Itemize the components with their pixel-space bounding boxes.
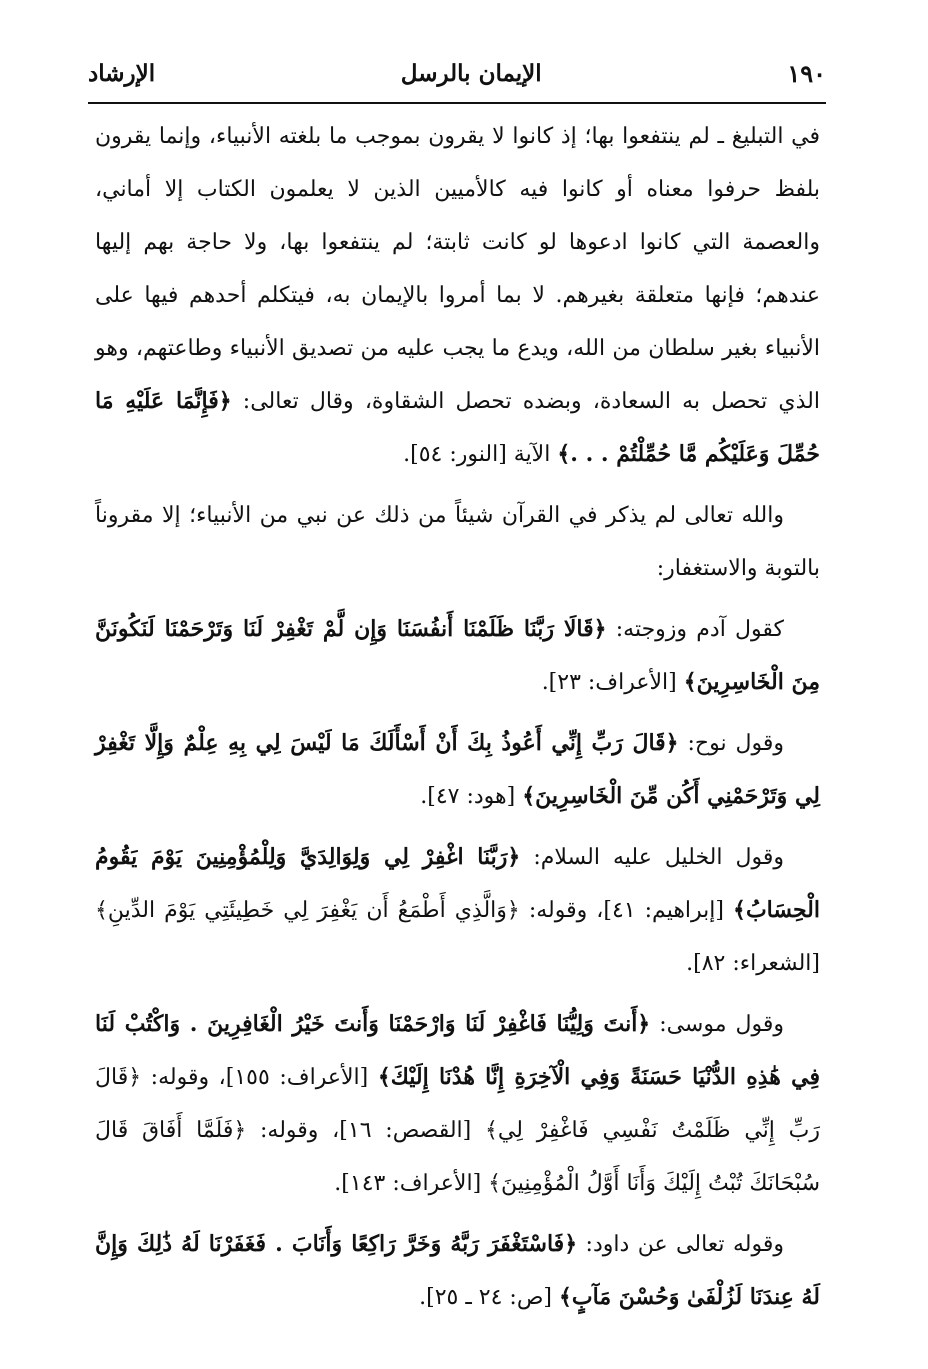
citation: [هود: ٤٧].	[420, 784, 516, 809]
citation: الآية [النور: ٥٤].	[403, 442, 551, 467]
paragraph-text: كقول آدم وزوجته:	[615, 617, 784, 642]
quran-quote: ﴿رَبَّنَا اغْفِرْ لِي وَلِوَالِدَيَّ وَلِلْمُؤْمِنِينَ يَوْمَ يَقُومُ الْحِسَابُ﴾	[95, 844, 820, 923]
quran-quote: ﴿فَإِنَّمَا عَلَيْهِ مَا حُمِّلَ وَعَلَيْكُم مَّا حُمِّلْتُمْ . . .﴾	[95, 388, 820, 467]
running-header	[88, 50, 826, 96]
paragraph	[95, 1218, 820, 1324]
quran-quote: ﴿فَاسْتَغْفَرَ رَبَّهُ وَخَرَّ رَاكِعًا وَأَنَابَ . فَغَفَرْنَا لَهُ ذَٰلِكَ وَإِنَّ لَهُ عِندَنَا لَزُلْفَىٰ وَحُسْنَ مَآبٍ﴾	[95, 1231, 820, 1310]
paragraph-text: وقول الخليل عليه السلام:	[533, 845, 784, 870]
paragraph	[95, 831, 820, 990]
quran-quote: ﴿أَنتَ وَلِيُّنَا فَاغْفِرْ لَنَا وَارْحَمْنَا وَأَنتَ خَيْرُ الْغَافِرِينَ . وَاكْتُبْ لَنَا فِي هَٰذِهِ الدُّنْيَا حَسَنَةً وَفِي الْآخِرَةِ إِنَّا هُدْنَا إِلَيْكَ﴾	[95, 1011, 820, 1090]
citation: [إبراهيم: ٤١]، وقوله: ﴿وَالَّذِي أَطْمَعُ أَن يَغْفِرَ لِي خَطِيئَتِي يَوْمَ الدِّينِ﴾ [الشعراء: ٨٢].	[95, 898, 820, 976]
header-divider	[88, 102, 826, 104]
paragraph	[95, 717, 820, 823]
paragraph	[95, 603, 820, 709]
paragraph	[95, 998, 820, 1210]
book-title: الإرشاد	[88, 59, 156, 87]
citation: [الأعراف: ١٥٥]، وقوله: ﴿قَالَ رَبِّ إِنِّي ظَلَمْتُ نَفْسِي فَاغْفِرْ لِي﴾ [القصص: ١٦]، وقوله: ﴿فَلَمَّا أَفَاقَ قَالَ سُبْحَانَكَ تُبْتُ إِلَيْكَ وَأَنَا أَوَّلُ الْمُؤْمِنِينَ﴾ [الأعراف: ١٤٣].	[95, 1065, 820, 1196]
paragraph-text: وقول موسى:	[659, 1012, 784, 1037]
paragraph-text: والله تعالى لم يذكر في القرآن شيئاً من ذلك عن نبي من الأنبياء؛ إلا مقروناً بالتوبة والاستغفار:	[95, 503, 820, 581]
quran-quote: ﴿قَالَ رَبِّ إِنِّي أَعُوذُ بِكَ أَنْ أَسْأَلَكَ مَا لَيْسَ لِي بِهِ عِلْمٌ وَإِلَّا تَغْفِرْ لِي وَتَرْحَمْنِي أَكُن مِّنَ الْخَاسِرِينَ﴾	[95, 730, 820, 809]
quran-quote: ﴿قَالَا رَبَّنَا ظَلَمْنَا أَنفُسَنَا وَإِن لَّمْ تَغْفِرْ لَنَا وَتَرْحَمْنَا لَنَكُونَنَّ مِنَ الْخَاسِرِينَ﴾	[95, 616, 820, 695]
paragraph-text: وقوله تعالى عن داود:	[585, 1232, 784, 1257]
paragraph	[95, 110, 820, 481]
chapter-title: الإيمان بالرسل	[400, 59, 542, 87]
body-text	[95, 110, 820, 1332]
page-number: ١٩٠	[787, 58, 826, 88]
paragraph	[95, 489, 820, 595]
paragraph-text: في التبليغ ـ لم ينتفعوا بها؛ إذ كانوا لا يقرون بموجب ما بلغته الأنبياء، وإنما يقرون بلفظ حرفوا معناه أو كانوا فيه كالأميين الذين لا يعلمون الكتاب إلا أماني، والعصمة التي كانوا ادعوها لو كانت ثابتة؛ لم ينتفعوا بها، ولا حاجة بهم إليها عندهم؛ فإنها متعلقة بغيرهم. لا بما أمروا بالإيمان به، فيتكلم أحدهم فيها على الأنبياء بغير سلطان من الله، ويدع ما يجب عليه من تصديق الأنبياء وطاعتهم، وهو الذي تحصل به السعادة، وبضده تحصل الشقاوة، وقال تعالى:	[95, 124, 820, 414]
citation: [ص: ٢٤ ـ ٢٥].	[419, 1285, 553, 1310]
paragraph-text: وقول نوح:	[687, 731, 784, 756]
citation: [الأعراف: ٢٣].	[541, 670, 677, 695]
